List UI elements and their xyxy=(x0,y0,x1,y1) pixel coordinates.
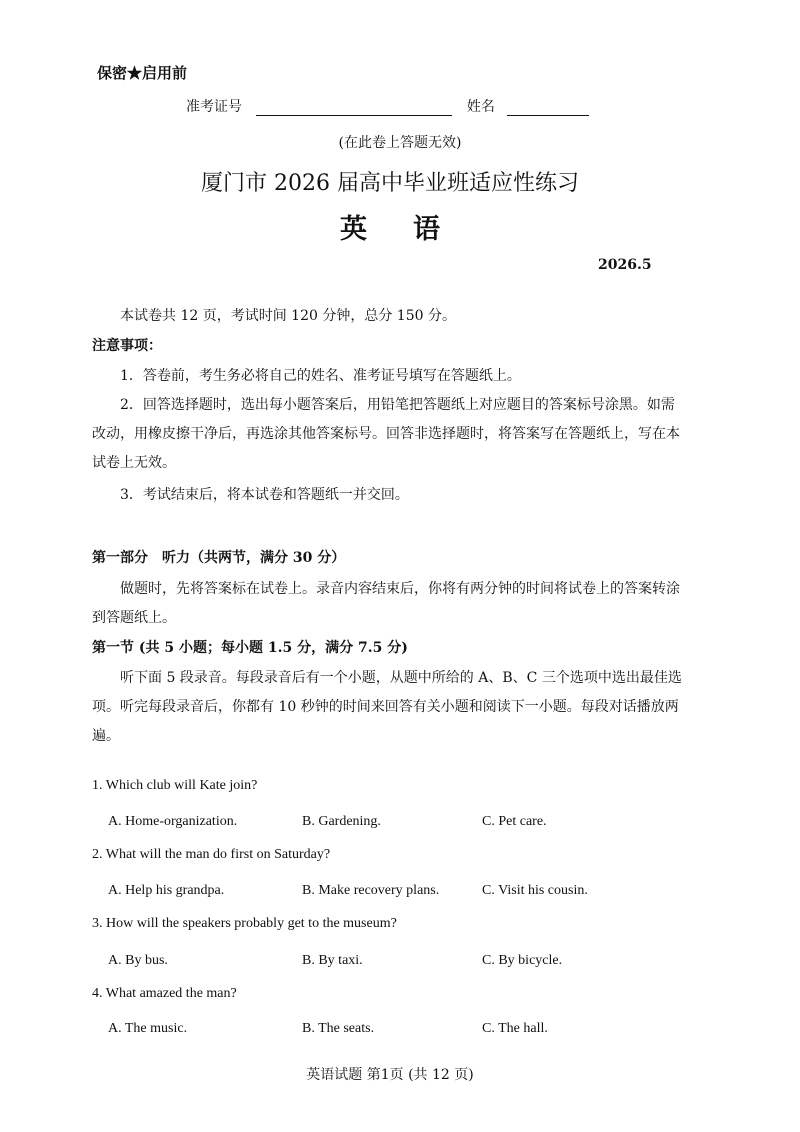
section1-heading: 第一节 (共 5 小题；每小题 1.5 分，满分 7.5 分) xyxy=(92,640,408,656)
question-1-stem: 1. Which club will Kate join? xyxy=(92,778,258,793)
question-2-option-c: C. Visit his cousin. xyxy=(482,883,588,898)
question-4-stem: 4. What amazed the man? xyxy=(92,986,237,1001)
question-3-stem: 3. How will the speakers probably get to the museum? xyxy=(92,916,397,931)
name-label: 姓名 xyxy=(466,99,495,115)
part1-heading: 第一部分 听力（共两节，满分 30 分） xyxy=(92,550,346,566)
question-3-option-a: A. By bus. xyxy=(108,953,168,968)
candidate-info-row xyxy=(186,96,589,116)
name-blank xyxy=(507,101,589,116)
exam-title: 厦门市 2026 届高中毕业班适应性练习 xyxy=(201,171,579,196)
question-3-option-c: C. By bicycle. xyxy=(482,953,563,968)
question-4-option-b: B. The seats. xyxy=(302,1021,375,1036)
intro-text: 本试卷共 12 页，考试时间 120 分钟，总分 150 分。 xyxy=(120,308,456,324)
question-1-option-c: C. Pet care. xyxy=(482,814,547,829)
section1-instructions: 听下面 5 段录音。每段录音后有一个小题，从题中所给的 A、B、C 三个选项中选出最佳选项。听完每段录音后，你都有 10 秒钟的时间来回答有关小题和阅读下一小题。每段对话播放两遍。 xyxy=(92,670,682,744)
subject-title: 英语 xyxy=(340,214,486,245)
id-label: 准考证号 xyxy=(186,99,242,115)
notice-item-2: 2．回答选择题时，选出每小题答案后，用铅笔把答题纸上对应题目的答案标号涂黑。如需改动，用橡皮擦干净后，再选涂其他答案标号。回答非选择题时，将答案写在答题纸上，写在本试卷上无效。 xyxy=(92,397,680,471)
id-blank xyxy=(256,101,452,116)
notice-heading: 注意事项： xyxy=(92,338,162,354)
question-3-option-b: B. By taxi. xyxy=(302,953,363,968)
question-1-option-a: A. Home-organization. xyxy=(108,814,238,829)
exam-date: 2026.5 xyxy=(598,257,652,273)
question-2-option-a: A. Help his grandpa. xyxy=(108,883,225,898)
notice-item-1: 1．答卷前，考生务必将自己的姓名、准考证号填写在答题纸上。 xyxy=(120,368,521,384)
question-2-option-b: B. Make recovery plans. xyxy=(302,883,440,898)
question-4-option-c: C. The hall. xyxy=(482,1021,548,1036)
invalid-note: (在此卷上答题无效) xyxy=(338,135,462,151)
page-footer: 英语试题 第1页 (共 12 页) xyxy=(306,1067,474,1083)
question-1-option-b: B. Gardening. xyxy=(302,814,381,829)
question-2-stem: 2. What will the man do first on Saturday? xyxy=(92,847,331,862)
notice-item-3: 3．考试结束后，将本试卷和答题纸一并交回。 xyxy=(120,487,409,503)
question-4-option-a: A. The music. xyxy=(108,1021,188,1036)
confidential-label: 保密★启用前 xyxy=(97,64,188,82)
part1-instructions: 做题时，先将答案标在试卷上。录音内容结束后，你将有两分钟的时间将试卷上的答案转涂到答题纸上。 xyxy=(92,581,680,626)
